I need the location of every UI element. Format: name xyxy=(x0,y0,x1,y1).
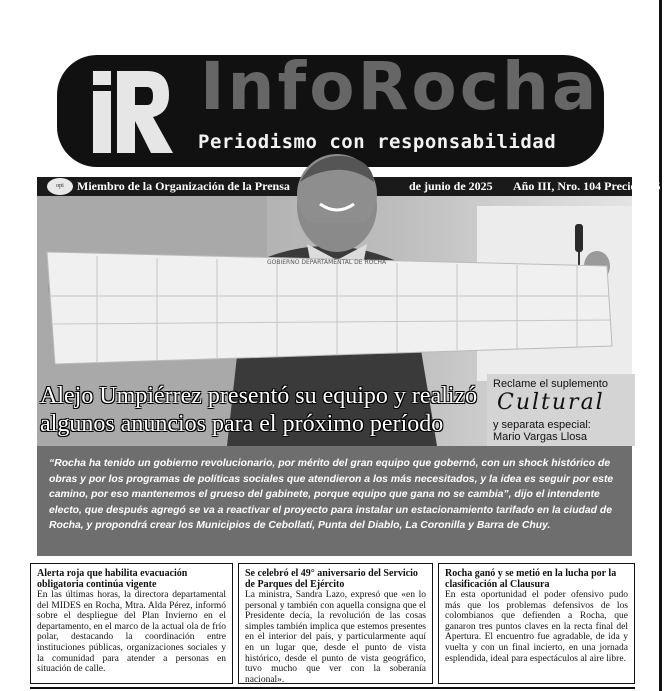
article-title: Se celebró el 49° aniversario del Servicio de Parques del Ejército xyxy=(245,568,418,590)
article-body: En las últimas horas, la directora departamental del MIDES en Rocha, Mtra. Alda Pérez, informó sobre el despliegue del Plan Invierno en el departamento, en el marco de la actual ola de frío polar, destacando la coordinación entre instituciones públicas, organizaciones sociales y la comunidad para atender a personas en situación de calle. xyxy=(37,590,226,675)
article-body: La ministra, Sandra Lazo, expresó que «en lo personal y también con aquella consigna que el Presidente decía, la revolución de las cosas simples también implica que estemos presentes en el interior del país, y particularmente aquí en un lugar que, desde el punto de vista histórico, desde el punto de vista geográfico, tuvo mucho que ver con la soberanía nacional». xyxy=(245,590,426,685)
logo-ir-icon xyxy=(87,63,179,159)
microphone-icon xyxy=(575,224,583,252)
bottom-rule xyxy=(30,687,635,689)
supplement-line-1: Reclame el suplemento xyxy=(493,378,608,390)
article-box-2 xyxy=(238,563,433,684)
quote-block xyxy=(37,446,632,556)
headline: Alejo Umpiérrez presentó su equipo y realizó algunos anuncios para el próximo período xyxy=(40,383,478,437)
issue-date: de junio de 2025 xyxy=(409,179,493,193)
quote-text: “Rocha ha tenido un gobierno revolucionario, por mérito del gran equipo que gobernó, con un shock histórico de obras y por los programas de políticas sociales que atendieron a los más necesitados, y la idea es seguir por este camino, por eso mantenemos el grueso del gabinete, porque equipo que gana no se cambia”, dijo el intendente electo, que después agregó se va a reactivar el proyecto para instalar un estacionamiento tarifado en la ciudad de Rocha, y propondrá crear los Municipios de Cebollatí, Punta del Diablo, La Coronilla y Barra de Chuy. xyxy=(49,458,614,532)
opi-seal-icon: opi xyxy=(47,178,73,195)
supplement-title: Cultural xyxy=(497,390,605,415)
right-border-rule xyxy=(659,0,662,691)
issue-number-price: Año III, Nro. 104 Precio $ 75 xyxy=(513,179,661,193)
article-body: En esta oportunidad el poder ofensivo pudo más que los problemas defensivos de los colombianos que defienden a Rocha, que ganaron tres puntos claves en la recta final del Apertura. El encuentro fue agradable, de ida y vuelta y con un final incierto, en una jornada esplendida, ideal para espectáculos al aire libre. xyxy=(445,590,628,664)
article-title: Rocha ganó y se metió en la lucha por la clasificación al Clausura xyxy=(445,568,617,590)
brand-name: InfoRocha xyxy=(200,48,600,125)
supplement-line-3: y separata especial: xyxy=(493,419,591,431)
person-head-overlap xyxy=(294,152,380,222)
plan-banner xyxy=(47,252,612,364)
tagline: Periodismo con responsabilidad xyxy=(198,131,557,153)
banner-caption: GOBIERNO DEPARTAMENTAL DE ROCHA xyxy=(267,259,387,266)
article-title: Alerta roja que habilita evacuación obligatoria continúa vigente xyxy=(37,568,188,590)
supplement-box xyxy=(487,374,635,446)
membership-text: Miembro de la Organización de la Prensa xyxy=(77,179,290,193)
article-box-3 xyxy=(438,563,635,684)
supplement-line-4: Mario Vargas Llosa xyxy=(493,431,587,443)
article-box-1 xyxy=(30,563,233,684)
